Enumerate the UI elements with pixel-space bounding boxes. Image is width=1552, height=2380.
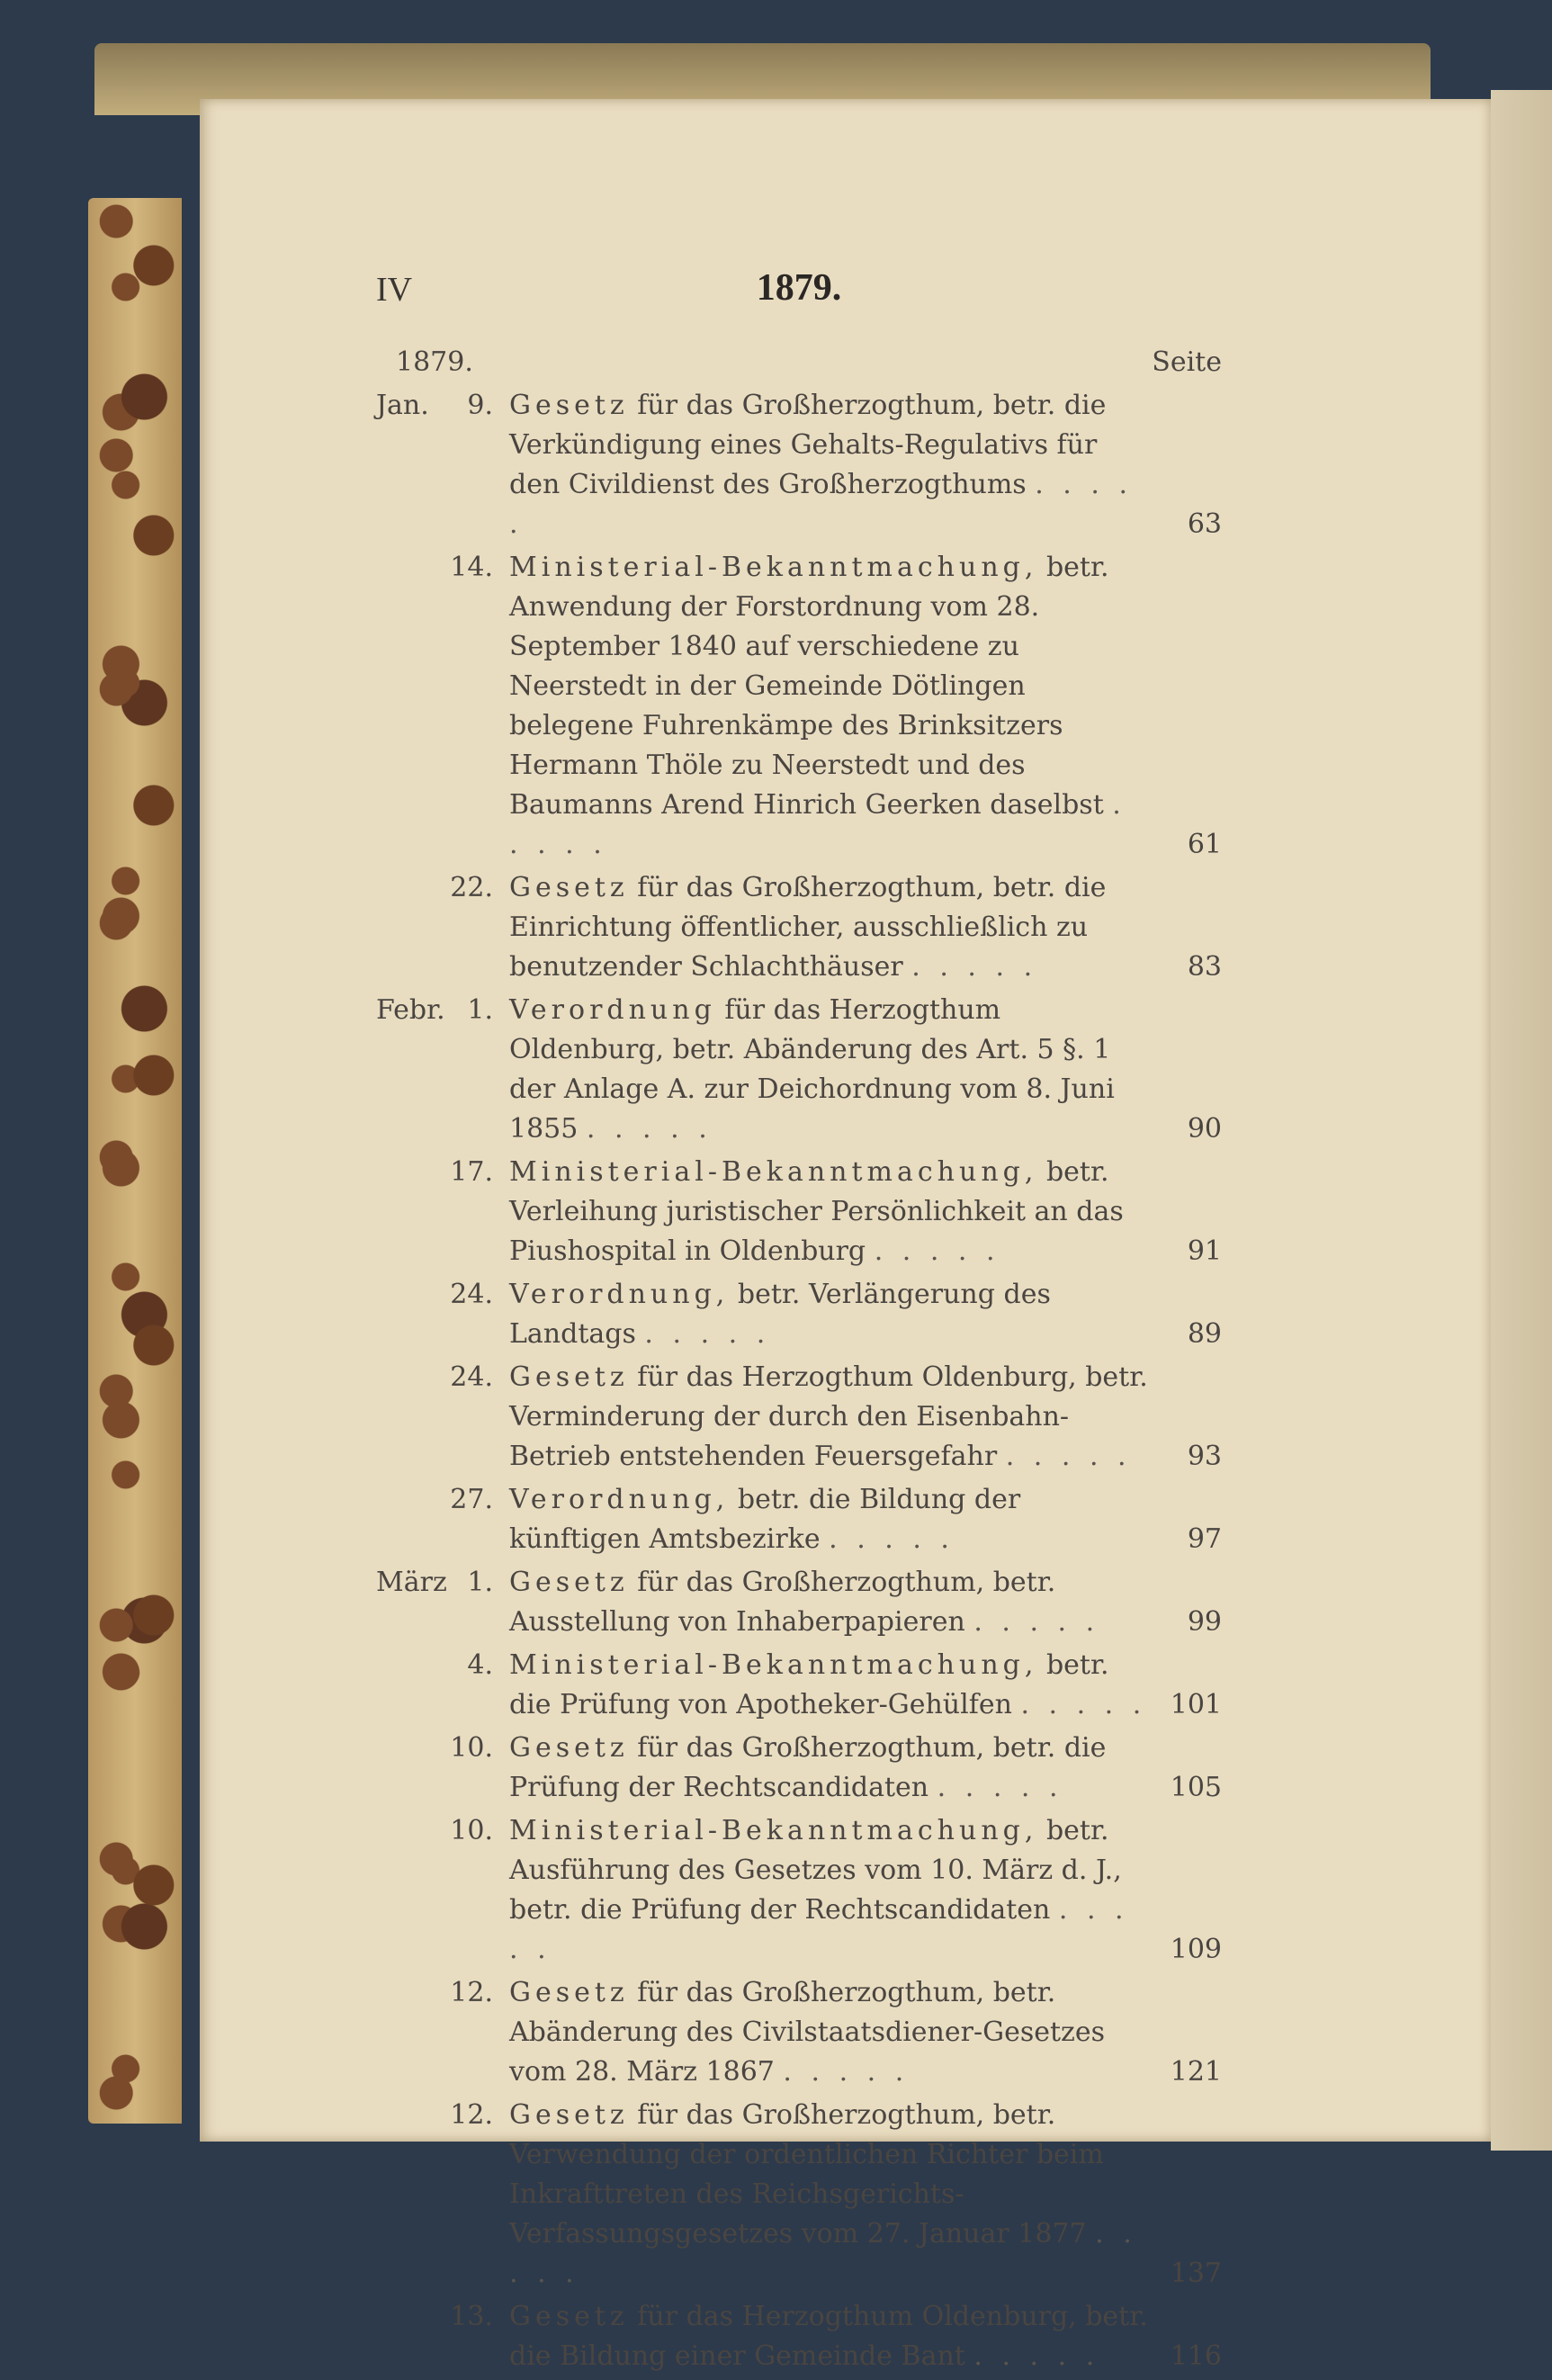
entry-title [493, 1729, 1153, 1808]
list-item [376, 991, 1222, 1149]
entry-keyword: Ministerial-Bekanntmachung, [509, 552, 1038, 583]
entry-text: für das Großherzogthum, betr. Abänderung des Civilstaatsdiener-Gesetzes vom 28. März 1867 [509, 1977, 1105, 2088]
entry-day: 22. [450, 872, 493, 903]
entry-keyword: Verordnung [509, 994, 716, 1026]
dot-leader: . . . . . [1020, 1689, 1147, 1720]
entry-title [493, 1646, 1153, 1725]
page-year-title: 1879. [756, 267, 842, 309]
entry-title [493, 991, 1153, 1149]
entry-page-number: 97 [1187, 1523, 1222, 1555]
entry-day: 12. [450, 2099, 493, 2131]
dot-leader: . . . . . [783, 2056, 910, 2088]
entry-title [493, 1480, 1153, 1559]
entry-text: für das Großherzogthum, betr. Ausstellung von Inhaberpapieren [509, 1567, 1056, 1638]
entry-page-number: 90 [1187, 1113, 1222, 1145]
entry-day: 1. [467, 994, 493, 1026]
entry-keyword: Gesetz [509, 1732, 629, 1764]
entry-page-number: 91 [1187, 1235, 1222, 1267]
entry-title [493, 548, 1153, 865]
dot-leader: . . . . . [973, 1606, 1100, 1638]
entry-keyword: Gesetz [509, 1567, 629, 1598]
dot-leader: . . . . . [973, 2340, 1100, 2372]
dot-leader: . . . . . [829, 1523, 955, 1555]
entry-text: für das Großherzogthum, betr. die Verkündigung eines Gehalts-Regulativs für den Civildienst des Großherzogthums [509, 390, 1107, 500]
entry-page-number: 105 [1170, 1772, 1222, 1803]
list-item [376, 1153, 1222, 1271]
entry-page-number: 99 [1187, 1606, 1222, 1638]
entry-page-number: 116 [1170, 2340, 1222, 2372]
list-item [376, 2297, 1222, 2376]
table-of-contents [376, 346, 1222, 2380]
entry-title [493, 1153, 1153, 1271]
entry-keyword: Ministerial-Bekanntmachung, [509, 1649, 1038, 1681]
column-header [376, 346, 1222, 386]
entry-page-number: 109 [1170, 1934, 1222, 1965]
entry-text: betr. Verleihung juristischer Persönlichkeit an das Piushospital in Oldenburg [509, 1156, 1124, 1267]
entry-day: 27. [450, 1484, 493, 1515]
entry-keyword: Verordnung, [509, 1484, 730, 1515]
list-item [376, 1811, 1222, 1970]
dot-leader: . . . . . [644, 1318, 771, 1350]
list-item [376, 2096, 1222, 2294]
entry-text: für das Großherzogthum, betr. die Einrichtung öffentlicher, ausschließlich zu benutzender Schlachthäuser [509, 872, 1107, 983]
entry-text: für das Großherzogthum, betr. Verwendung der ordentlichen Richter beim Inkrafttreten des Reichsgerichts-Verfassungsgesetzes vom 27. Januar 1877 [509, 2099, 1104, 2250]
year-column-label: 1879. [396, 346, 473, 378]
dot-leader: . . . . . [509, 789, 1126, 860]
entry-title [493, 868, 1153, 987]
entry-title [493, 1973, 1153, 2092]
entry-list [376, 386, 1222, 2380]
entry-keyword: Gesetz [509, 1361, 629, 1393]
entry-month: Jan. [376, 390, 429, 421]
entry-spacer [376, 2376, 1222, 2380]
entry-page-number: 121 [1170, 2056, 1222, 2088]
entry-title [493, 386, 1153, 544]
entry-title [493, 1563, 1153, 1642]
entry-day: 24. [450, 1361, 493, 1393]
entry-text: für das Herzogthum Oldenburg, betr. Verminderung der durch den Eisenbahn-Betrieb entstehenden Feuersgefahr [509, 1361, 1148, 1472]
book-spine [88, 198, 182, 2124]
entry-text: für das Herzogthum Oldenburg, betr. die Bildung einer Gemeinde Bant [509, 2301, 1148, 2372]
entry-keyword: Gesetz [509, 872, 629, 903]
entry-title [493, 1358, 1153, 1477]
dot-leader: . . . . . [1005, 1441, 1132, 1472]
entry-month: März [376, 1567, 447, 1598]
page-column-label: Seite [1152, 346, 1222, 378]
list-item [376, 1563, 1222, 1642]
entry-day: 4. [467, 1649, 493, 1681]
entry-day: 10. [450, 1732, 493, 1764]
entry-text: betr. die Bildung der künftigen Amtsbezirke [509, 1484, 1021, 1555]
entry-text: betr. Ausführung des Gesetzes vom 10. März d. J., betr. die Prüfung der Rechtscandidaten [509, 1815, 1122, 1926]
next-page-edge [1491, 90, 1552, 2151]
entry-page-number: 63 [1187, 508, 1222, 540]
entry-keyword: Ministerial-Bekanntmachung, [509, 1815, 1038, 1846]
entry-page-number: 137 [1170, 2258, 1222, 2289]
entry-page-number: 93 [1187, 1441, 1222, 1472]
dot-leader: . . . . . [937, 1772, 1063, 1803]
entry-keyword: Ministerial-Bekanntmachung, [509, 1156, 1038, 1188]
entry-title [493, 2096, 1153, 2294]
list-item [376, 548, 1222, 865]
dot-leader: . . . . . [509, 2218, 1137, 2289]
entry-page-number: 61 [1187, 829, 1222, 860]
entry-title [493, 1811, 1153, 1970]
dot-leader: . . . . . [509, 469, 1133, 540]
entry-day: 10. [450, 1815, 493, 1846]
entry-title [493, 1275, 1153, 1354]
entry-day: 24. [450, 1279, 493, 1310]
entry-keyword: Gesetz [509, 1977, 629, 2008]
entry-day: 1. [467, 1567, 493, 1598]
entry-day: 13. [450, 2301, 493, 2332]
list-item [376, 1646, 1222, 1725]
entry-month: Febr. [376, 994, 445, 1026]
entry-page-number: 83 [1187, 951, 1222, 983]
entry-page-number: 89 [1187, 1318, 1222, 1350]
entry-keyword: Gesetz [509, 2301, 629, 2332]
entry-text: für das Großherzogthum, betr. die Prüfung der Rechtscandidaten [509, 1732, 1107, 1803]
entry-day: 12. [450, 1977, 493, 2008]
entry-day: 9. [467, 390, 493, 421]
dot-leader: . . . . . [509, 1894, 1129, 1965]
dot-leader: . . . . . [911, 951, 1038, 983]
page-header [376, 267, 1222, 324]
dot-leader: . . . . . [874, 1235, 1000, 1267]
entry-keyword: Gesetz [509, 2099, 629, 2131]
entry-text: betr. Verlängerung des Landtags [509, 1279, 1051, 1350]
list-item [376, 1275, 1222, 1354]
list-item [376, 1973, 1222, 2092]
entry-page-number: 101 [1170, 1689, 1222, 1720]
entry-day: 14. [450, 552, 493, 583]
entry-keyword: Verordnung, [509, 1279, 730, 1310]
entry-day: 17. [450, 1156, 493, 1188]
entry-text: betr. die Prüfung von Apotheker-Gehülfen [509, 1649, 1109, 1720]
list-item [376, 1729, 1222, 1808]
list-item [376, 386, 1222, 544]
entry-text: betr. Anwendung der Forstordnung vom 28. September 1840 auf verschiedene zu Neerstedt in der Gemeinde Dötlingen belegene Fuhrenkämpe des Brinksitzers Hermann Thöle zu Neerstedt und des Baumanns Arend Hinrich Geerken daselbst [509, 552, 1109, 821]
list-item [376, 1358, 1222, 1477]
entry-keyword: Gesetz [509, 390, 629, 421]
list-item [376, 1480, 1222, 1559]
dot-leader: . . . . . [586, 1113, 713, 1145]
list-item [376, 868, 1222, 987]
entry-text: für das Herzogthum Oldenburg, betr. Abänderung des Art. 5 §. 1 der Anlage A. zur Deichordnung vom 8. Juni 1855 [509, 994, 1115, 1145]
entry-title [493, 2297, 1153, 2376]
page-numeral: IV [376, 271, 413, 309]
